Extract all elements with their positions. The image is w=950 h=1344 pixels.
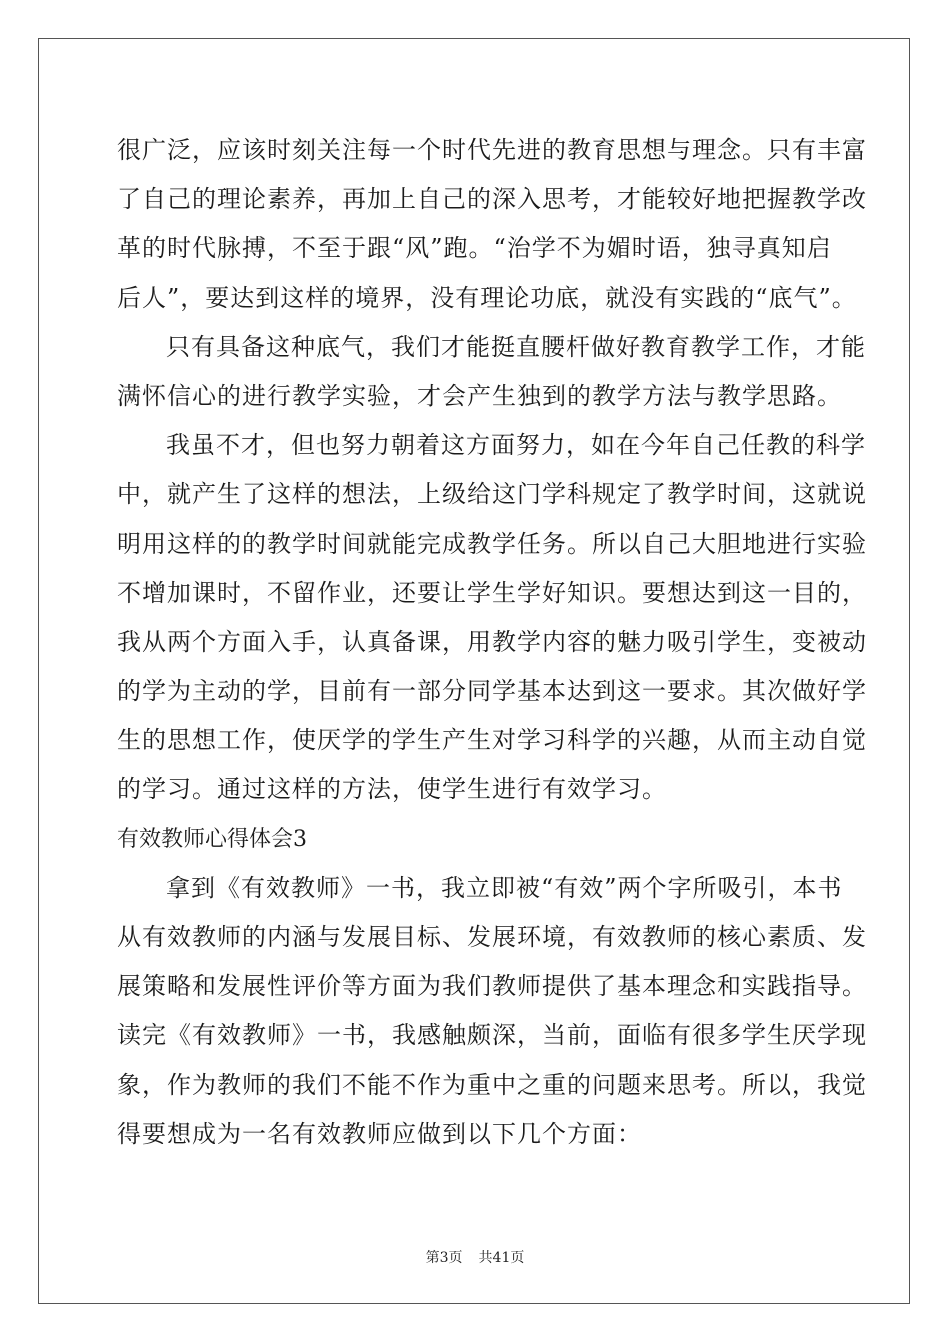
paragraph-line: 象，作为教师的我们不能不作为重中之重的问题来思考。所以，我觉 bbox=[117, 1070, 867, 1099]
paragraph-line: 的学习。通过这样的方法，使学生进行有效学习。 bbox=[117, 775, 667, 804]
document-body bbox=[117, 126, 867, 1159]
paragraph-line: 的学为主动的学，目前有一部分同学基本达到这一要求。其次做好学 bbox=[117, 677, 867, 706]
paragraph-line: 从有效教师的内涵与发展目标、发展环境，有效教师的核心素质、发 bbox=[117, 923, 867, 951]
paragraph-line: 很广泛，应该时刻关注每一个时代先进的教育思想与理念。只有丰富 bbox=[117, 136, 867, 164]
paragraph-line: 读完《有效教师》一书，我感触颇深，当前，面临有很多学生厌学现 bbox=[117, 1021, 867, 1050]
paragraph-line: 中，就产生了这样的想法，上级给这门学科规定了教学时间，这就说 bbox=[117, 480, 867, 509]
paragraph-line: 了自己的理论素养，再加上自己的深入思考，才能较好地把握教学改 bbox=[117, 185, 867, 214]
page-number: 第3页 bbox=[425, 1250, 463, 1266]
paragraph-line: 明用这样的的教学时间就能完成教学任务。所以自己大胆地进行实验 bbox=[117, 529, 867, 558]
page-total: 共41页 bbox=[478, 1250, 525, 1266]
paragraph-line: 后人”，要达到这样的境界，没有理论功底，就没有实践的“底气”。 bbox=[117, 283, 857, 312]
section-heading: 有效教师心得体会3 bbox=[117, 826, 307, 852]
paragraph-line: 展策略和发展性评价等方面为我们教师提供了基本理念和实践指导。 bbox=[117, 972, 867, 1001]
paragraph-line: 我虽不才，但也努力朝着这方面努力，如在今年自己任教的科学 bbox=[166, 431, 866, 460]
paragraph-line: 不增加课时，不留作业，还要让学生学好知识。要想达到这一目的， bbox=[117, 578, 867, 607]
paragraph-line: 拿到《有效教师》一书，我立即被“有效”两个字所吸引，本书 bbox=[166, 873, 843, 902]
paragraph-line: 得要想成为一名有效教师应做到以下几个方面： bbox=[117, 1119, 642, 1148]
paragraph-line: 革的时代脉搏，不至于跟“风”跑。“治学不为媚时语，独寻真知启 bbox=[117, 234, 832, 263]
paragraph-line: 满怀信心的进行教学实验，才会产生独到的教学方法与教学思路。 bbox=[117, 381, 842, 410]
paragraph-line: 生的思想工作，使厌学的学生产生对学习科学的兴趣，从而主动自觉 bbox=[117, 726, 867, 755]
page-footer bbox=[0, 1247, 950, 1267]
paragraph-line: 只有具备这种底气，我们才能挺直腰杆做好教育教学工作，才能 bbox=[166, 332, 866, 361]
paragraph-line: 我从两个方面入手，认真备课，用教学内容的魅力吸引学生，变被动 bbox=[117, 627, 867, 656]
